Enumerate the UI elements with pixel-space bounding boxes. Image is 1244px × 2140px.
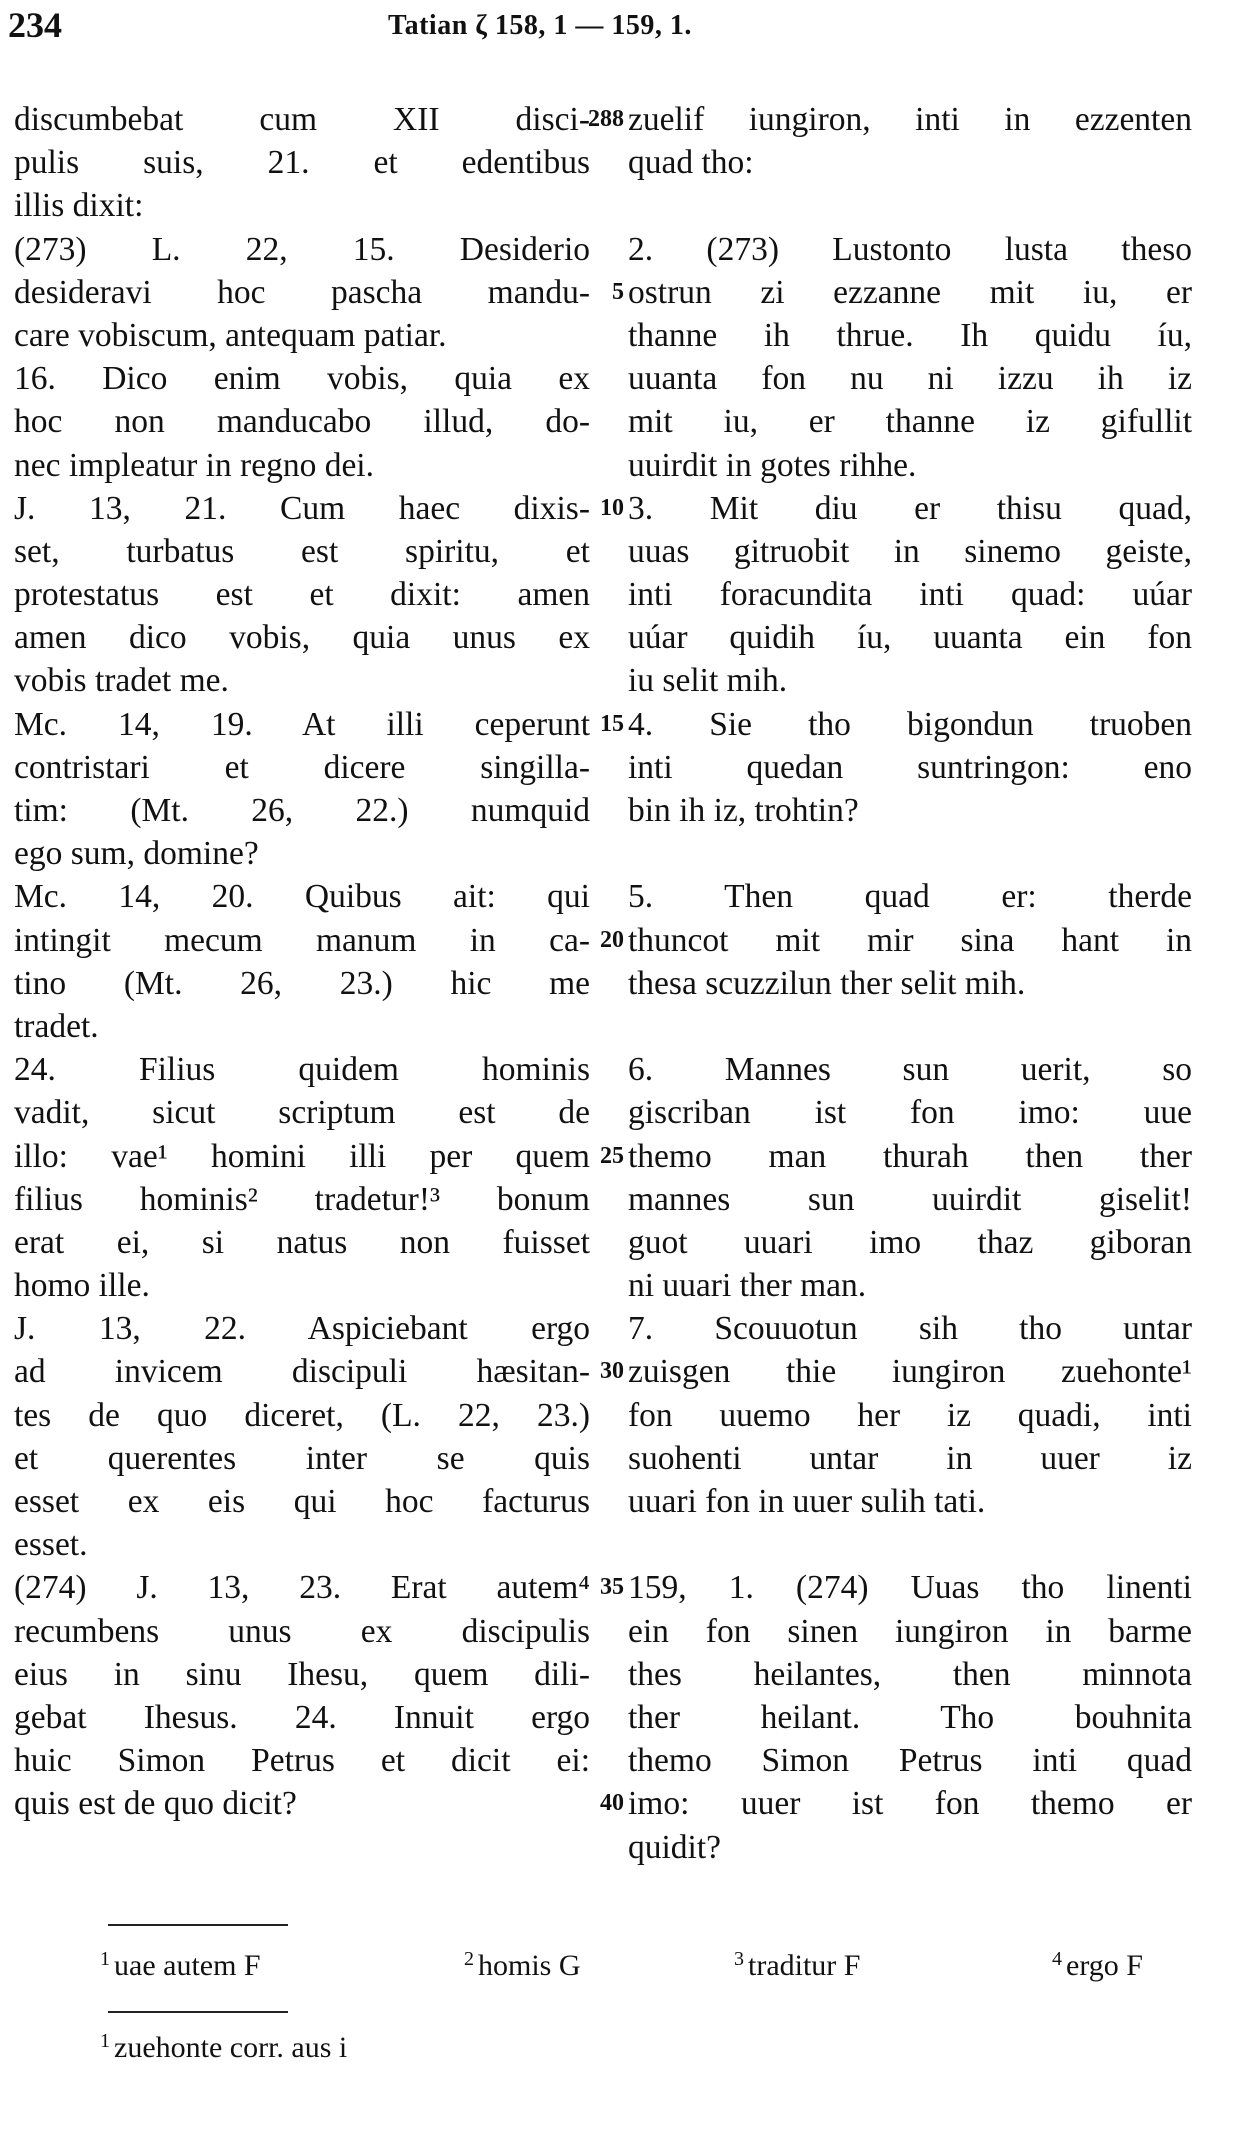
ohg-line: inti quedan suntringon: eno: [628, 748, 1192, 786]
latin-line: recumbens unus ex discipulis: [14, 1612, 590, 1650]
line-number: [580, 1739, 624, 1782]
latin-line: quis est de quo dicit?: [14, 1785, 297, 1823]
ohg-line: themo Simon Petrus inti quad: [628, 1742, 1192, 1780]
line-number: [580, 1610, 624, 1653]
footnote-4: $^4$ ergo F: [1052, 1948, 1143, 1982]
ohg-line: ein fon sinen iungiron in barme: [628, 1612, 1192, 1650]
latin-footnotes: [100, 1948, 1192, 1992]
latin-line: tradet.: [14, 1007, 99, 1045]
line-number: [580, 1221, 624, 1264]
latin-line: ad invicem discipuli hæsitan-: [14, 1353, 590, 1391]
latin-line: intingit mecum manum in ca-: [14, 921, 590, 959]
line-number: 15: [600, 710, 624, 737]
ohg-line: zuisgen thie iungiron zuehonte¹: [628, 1353, 1192, 1391]
page-header: [8, 4, 1188, 54]
latin-line: contristari et dicere singilla-: [14, 748, 590, 786]
ohg-line: 5. Then quad er: therde: [628, 878, 1192, 916]
latin-line: [14, 1826, 590, 1869]
line-number: [580, 1480, 624, 1523]
ohg-line: [628, 184, 1192, 227]
running-head: Tatian ζ 158, 1 — 159, 1.: [388, 10, 692, 41]
latin-line: amen dico vobis, quia unus ex: [14, 619, 590, 657]
ohg-line: suohenti untar in uuer iz: [628, 1439, 1192, 1477]
line-number: [580, 962, 624, 1005]
ohg-line: [628, 1523, 1192, 1566]
line-number: [580, 357, 624, 400]
latin-line: ego sum, domine?: [14, 835, 259, 873]
ohg-line: zuelif iungiron, inti in ezzenten: [628, 101, 1192, 138]
line-number: [580, 1178, 624, 1221]
line-number: [580, 1091, 624, 1134]
latin-line: tino (Mt. 26, 23.) hic me: [14, 964, 590, 1002]
ohg-line: 6. Mannes sun uerit, so: [628, 1051, 1192, 1089]
footnote-2: $^2$ homis G: [464, 1948, 581, 1982]
latin-line: gebat Ihesus. 24. Innuit ergo: [14, 1698, 590, 1736]
line-number: 40: [600, 1790, 624, 1817]
latin-line: nec impleatur in regno dei.: [14, 446, 374, 484]
line-number: [580, 1523, 624, 1566]
line-number: 10: [600, 494, 624, 521]
line-number: [580, 573, 624, 616]
ohg-line: ostrun zi ezzanne mit iu, er: [628, 273, 1192, 311]
latin-line: tes de quo diceret, (L. 22, 23.): [14, 1396, 590, 1434]
footnote-1: $^1$ uae autem F: [100, 1948, 261, 1982]
line-number: [580, 1394, 624, 1437]
line-number: [580, 875, 624, 918]
ohg-line: guot uuari imo thaz giboran: [628, 1223, 1192, 1261]
line-number: [580, 1307, 624, 1350]
ohg-line: imo: uuer ist fon themo er: [628, 1785, 1192, 1823]
latin-line: care vobiscum, antequam patiar.: [14, 316, 447, 354]
latin-line: homo ille.: [14, 1267, 150, 1305]
line-number: [580, 228, 624, 271]
line-number: 30: [600, 1358, 624, 1385]
latin-line: erat ei, si natus non fuisset: [14, 1223, 590, 1261]
footnote-rule-secondary: [108, 2011, 288, 2013]
footnote-3: $^3$ traditur F: [734, 1948, 861, 1982]
latin-line: 24. Filius quidem hominis: [14, 1051, 590, 1089]
ohg-line: 7. Scouuotun sih tho untar: [628, 1310, 1192, 1348]
latin-line: Mc. 14, 20. Quibus ait: qui: [14, 878, 590, 916]
line-number: 25: [600, 1142, 624, 1169]
ohg-line: bin ih iz, trohtin?: [628, 792, 859, 829]
old-high-german-footnote: $^1$ zuehonte corr. aus i: [100, 2030, 348, 2064]
latin-line: J. 13, 22. Aspiciebant ergo: [14, 1310, 590, 1348]
line-number: [580, 1005, 624, 1048]
line-number: [580, 789, 624, 832]
latin-column: [14, 98, 590, 1869]
ohg-line: uuari fon in uuer sulih tati.: [628, 1483, 986, 1520]
ohg-line: quidit?: [628, 1828, 722, 1866]
line-number: 20: [600, 926, 624, 953]
line-number: [580, 530, 624, 573]
line-number: [580, 616, 624, 659]
latin-line: filius hominis² tradetur!³ bonum: [14, 1180, 590, 1218]
latin-line: protestatus est et dixit: amen: [14, 576, 590, 614]
latin-line: J. 13, 21. Cum haec dixis-: [14, 489, 590, 527]
line-number: [580, 1264, 624, 1307]
latin-line: esset.: [14, 1526, 88, 1564]
ohg-line: uuirdit in gotes rihhe.: [628, 446, 917, 484]
ohg-line: 159, 1. (274) Uuas tho linenti: [628, 1569, 1192, 1607]
latin-line: discumbebat cum XII disci-: [14, 101, 590, 138]
latin-line: (273) L. 22, 15. Desiderio: [14, 230, 590, 268]
line-number: [580, 184, 624, 227]
latin-line: illo: vae¹ homini illi per quem: [14, 1137, 590, 1175]
ohg-line: fon uuemo her iz quadi, inti: [628, 1396, 1192, 1434]
ohg-line: uuanta fon nu ni izzu ih iz: [628, 360, 1192, 398]
footnote-rule: [108, 1924, 288, 1926]
line-number: [580, 400, 624, 443]
latin-line: 16. Dico enim vobis, quia ex: [14, 360, 590, 398]
ohg-line: iu selit mih.: [628, 662, 788, 700]
ohg-line: quad tho:: [628, 144, 754, 182]
latin-line: huic Simon Petrus et dicit ei:: [14, 1742, 590, 1780]
ohg-line: inti foracundita inti quad: uúar: [628, 576, 1192, 614]
ohg-line: themo man thurah then ther: [628, 1137, 1192, 1175]
line-number: [580, 1437, 624, 1480]
latin-line: et querentes inter se quis: [14, 1439, 590, 1477]
ohg-line: 2. (273) Lustonto lusta theso: [628, 230, 1192, 268]
ohg-line: giscriban ist fon imo: uue: [628, 1094, 1192, 1132]
latin-line: set, turbatus est spiritu, et: [14, 532, 590, 570]
ohg-line: ther heilant. Tho bouhnita: [628, 1698, 1192, 1736]
latin-line: esset ex eis qui hoc facturus: [14, 1483, 590, 1520]
ohg-line: 4. Sie tho bigondun truoben: [628, 705, 1192, 743]
ohg-line: mit iu, er thanne iz gifullit: [628, 403, 1192, 441]
ohg-line: thes heilantes, then minnota: [628, 1655, 1192, 1693]
latin-line: vobis tradet me.: [14, 662, 229, 700]
ohg-line: [628, 1005, 1192, 1048]
latin-line: eius in sinu Ihesu, quem dili-: [14, 1655, 590, 1693]
page-number: 234: [8, 5, 62, 45]
latin-line: illis dixit:: [14, 187, 144, 225]
line-number: [580, 1696, 624, 1739]
ohg-line: thanne ih thrue. Ih quidu íu,: [628, 316, 1192, 354]
latin-line: desideravi hoc pascha mandu-: [14, 273, 590, 311]
ohg-line: uúar quidih íu, uuanta ein fon: [628, 619, 1192, 657]
line-number: 5: [612, 278, 624, 305]
line-number: 288: [588, 106, 624, 132]
line-number: [580, 832, 624, 875]
line-number-column: [580, 98, 624, 1869]
ohg-line: uuas gitruobit in sinemo geiste,: [628, 532, 1192, 570]
line-number: [580, 314, 624, 357]
latin-line: (274) J. 13, 23. Erat autem⁴: [14, 1569, 590, 1607]
ohg-line: thesa scuzzilun ther selit mih.: [628, 964, 1026, 1002]
line-number: [580, 746, 624, 789]
latin-line: pulis suis, 21. et edentibus: [14, 144, 590, 182]
ohg-line: ni uuari ther man.: [628, 1267, 867, 1305]
latin-line: vadit, sicut scriptum est de: [14, 1094, 590, 1132]
ohg-line: mannes sun uuirdit giselit!: [628, 1180, 1192, 1218]
line-number: [580, 1048, 624, 1091]
line-number: 35: [600, 1574, 624, 1601]
line-number: [580, 1826, 624, 1869]
ohg-line: thuncot mit mir sina hant in: [628, 921, 1192, 959]
ohg-line: [628, 832, 1192, 875]
old-high-german-column: [628, 98, 1192, 1869]
line-number: [580, 141, 624, 184]
latin-line: hoc non manducabo illud, do-: [14, 403, 590, 441]
latin-line: Mc. 14, 19. At illi ceperunt: [14, 705, 590, 743]
line-number: [580, 444, 624, 487]
line-number: [580, 659, 624, 702]
line-number: [580, 1653, 624, 1696]
ohg-line: 3. Mit diu er thisu quad,: [628, 489, 1192, 527]
latin-line: tim: (Mt. 26, 22.) numquid: [14, 792, 590, 829]
